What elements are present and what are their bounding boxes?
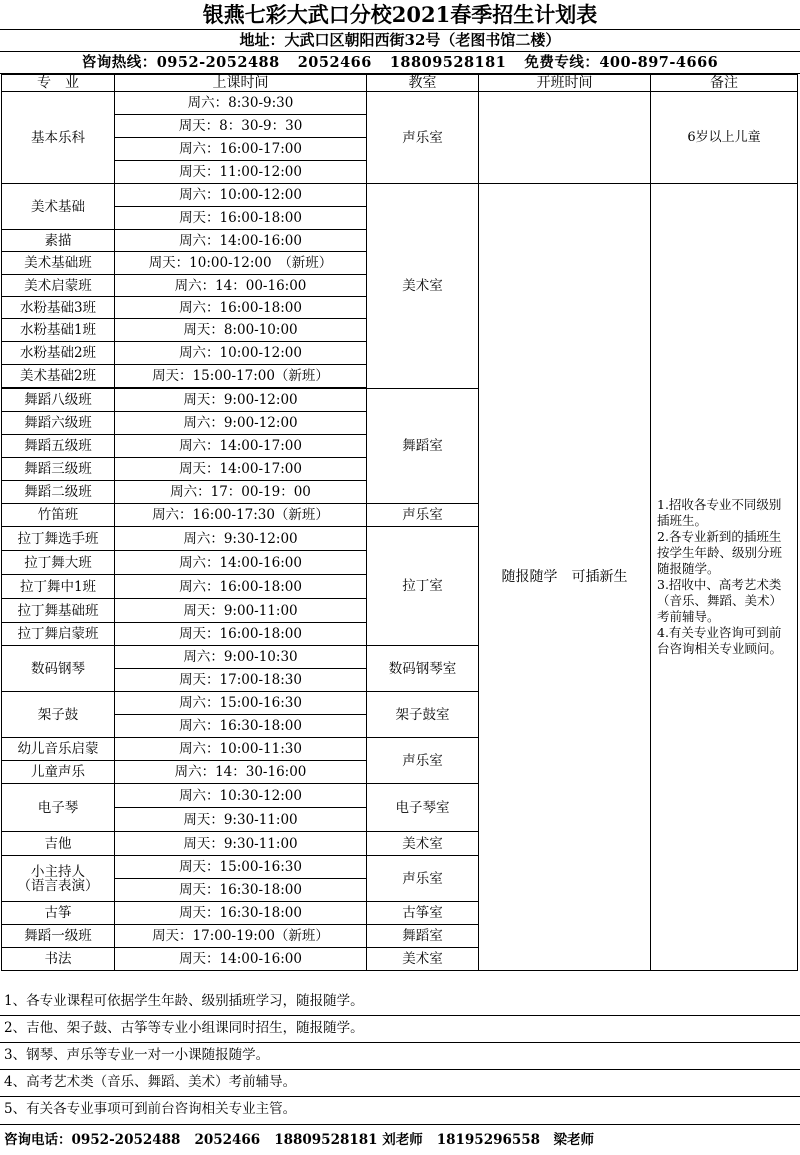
time-cell: 周天：8:00-10:00 [115, 319, 367, 342]
time-cell: 周天：16:30-18:00 [115, 879, 367, 902]
time-cell: 周六：9:00-10:30 [115, 646, 367, 669]
subject-cell: 拉丁舞启蒙班 [2, 623, 115, 646]
footnote-5: 5、有关各专业事项可到前台咨询相关专业主管。 [4, 1101, 297, 1117]
subject-host: 小主持人 [31, 863, 85, 880]
divider [0, 1069, 800, 1070]
time-cell: 周天：17:00-19:00（新班） [115, 925, 367, 948]
subject-cell: 美术基础班 [2, 252, 115, 275]
room-cell: 美术室 [367, 832, 479, 856]
contact-label: 咨询电话：0952-2052488 [4, 1132, 181, 1148]
room-cell: 架子鼓室 [367, 692, 479, 738]
hotline-line [0, 52, 800, 74]
remark-note-4: 4.有关专业咨询可到前台咨询相关专业顾问。 [657, 625, 783, 656]
time-cell: 周六：14:00-16:00 [115, 551, 367, 575]
time-cell: 周六：10:00-12:00 [115, 342, 367, 365]
free-line: 免费专线：400-897-4666 [524, 54, 719, 71]
subject-cell: 美术基础 [2, 184, 115, 230]
room-cell: 古筝室 [367, 902, 479, 925]
table-row [2, 92, 798, 115]
footnote-4: 4、高考艺术类（音乐、舞蹈、美术）考前辅导。 [4, 1074, 297, 1090]
time-cell: 周六：16:00-18:00 [115, 575, 367, 599]
time-cell: 周天：16:30-18:00 [115, 902, 367, 925]
address-line: 地址：大武口区朝阳西街32号（老图书馆二楼） [0, 30, 800, 52]
footnote-3: 3、钢琴、声乐等专业一对一小课随报随学。 [4, 1047, 270, 1063]
room-cell: 拉丁室 [367, 527, 479, 646]
schedule-table [1, 74, 798, 971]
time-cell: 周六：14:00-16:00 [115, 230, 367, 252]
time-cell: 周天：14:00-17:00 [115, 458, 367, 481]
hotline-label: 咨询热线：0952-2052488 [81, 54, 280, 71]
time-cell: 周天：9:30-11:00 [115, 832, 367, 856]
table-header-row [2, 75, 798, 92]
time-cell: 周天：15:00-16:30 [115, 856, 367, 879]
divider [0, 1042, 800, 1043]
room-cell: 舞蹈室 [367, 389, 479, 504]
room-cell: 声乐室 [367, 856, 479, 902]
time-cell: 周六：8:30-9:30 [115, 92, 367, 115]
time-cell: 周六：16:00-17:30（新班） [115, 504, 367, 527]
subject-cell: 舞蹈八级班 [2, 389, 115, 412]
time-cell: 周六：15:00-16:30 [115, 692, 367, 715]
contact-phone-4: 18195296558 梁老师 [436, 1132, 595, 1148]
time-cell: 周六：9:00-12:00 [115, 412, 367, 435]
subject-cell: 舞蹈三级班 [2, 458, 115, 481]
room-cell: 声乐室 [367, 504, 479, 527]
time-cell: 周天：9:00-12:00 [115, 389, 367, 412]
subject-cell: 吉他 [2, 832, 115, 856]
subject-cell: 古筝 [2, 902, 115, 925]
time-cell: 周六：10:30-12:00 [115, 784, 367, 808]
time-cell: 周六：14：00-16:00 [115, 275, 367, 297]
time-cell: 周六：14:00-17:00 [115, 435, 367, 458]
time-cell: 周天：15:00-17:00（新班） [115, 365, 367, 388]
room-cell: 电子琴室 [367, 784, 479, 832]
subject-cell: 舞蹈五级班 [2, 435, 115, 458]
col-header-open: 开班时间 [479, 75, 651, 92]
subject-cell: 拉丁舞中1班 [2, 575, 115, 599]
subject-cell: 拉丁舞大班 [2, 551, 115, 575]
subject-cell [2, 856, 115, 902]
subject-cell: 幼儿音乐启蒙 [2, 738, 115, 761]
remark-notes [651, 184, 798, 971]
time-cell: 周天：14:00-16:00 [115, 948, 367, 971]
subject-host-sub: （语言表演） [17, 877, 99, 894]
contact-line [4, 1127, 594, 1153]
divider [0, 1096, 800, 1097]
time-cell: 周天：11:00-12:00 [115, 161, 367, 184]
room-cell: 舞蹈室 [367, 925, 479, 948]
hotline-phone-2: 2052466 [297, 54, 372, 71]
time-cell: 周天：9:00-11:00 [115, 599, 367, 623]
subject-cell: 拉丁舞基础班 [2, 599, 115, 623]
subject-cell: 水粉基础2班 [2, 342, 115, 365]
subject-cell: 水粉基础3班 [2, 297, 115, 319]
time-cell: 周六：14：30-16:00 [115, 761, 367, 784]
time-cell: 周天：17:00-18:30 [115, 669, 367, 692]
time-cell: 周六：16:00-18:00 [115, 297, 367, 319]
col-header-remark: 备注 [651, 75, 798, 92]
subject-cell: 水粉基础1班 [2, 319, 115, 342]
subject-cell: 拉丁舞选手班 [2, 527, 115, 551]
subject-cell: 舞蹈六级班 [2, 412, 115, 435]
time-cell: 周六：10:00-12:00 [115, 184, 367, 207]
subject-cell: 儿童声乐 [2, 761, 115, 784]
time-cell: 周六：17：00-19：00 [115, 481, 367, 504]
subject-cell: 架子鼓 [2, 692, 115, 738]
subject-cell: 电子琴 [2, 784, 115, 832]
remark-note-1: 1.招收各专业不同级别插班生。 [657, 497, 782, 528]
time-cell: 周六：10:00-11:30 [115, 738, 367, 761]
subject-cell: 美术启蒙班 [2, 275, 115, 297]
subject-cell: 舞蹈一级班 [2, 925, 115, 948]
time-cell: 周天：16:00-18:00 [115, 207, 367, 230]
subject-cell: 舞蹈二级班 [2, 481, 115, 504]
page-title: 银燕七彩大武口分校2021春季招生计划表 [0, 0, 800, 30]
footnote-2: 2、吉他、架子鼓、古筝等专业小组课同时招生，随报随学。 [4, 1020, 364, 1036]
time-cell: 周六：16:30-18:00 [115, 715, 367, 738]
time-cell: 周天：9:30-11:00 [115, 808, 367, 832]
room-cell: 数码钢琴室 [367, 646, 479, 692]
open-time-cell: 随报随学 可插新生 [479, 184, 651, 971]
room-cell: 声乐室 [367, 738, 479, 784]
contact-phone-2: 2052466 [194, 1132, 261, 1148]
time-cell: 周六：16:00-17:00 [115, 138, 367, 161]
time-cell: 周天：8：30-9：30 [115, 115, 367, 138]
col-header-time: 上课时间 [115, 75, 367, 92]
subject-cell: 书法 [2, 948, 115, 971]
time-cell: 周天：16:00-18:00 [115, 623, 367, 646]
table-row [2, 184, 798, 207]
open-cell-blank [479, 92, 651, 184]
subject-cell: 素描 [2, 230, 115, 252]
remark-note-3: 3.招收中、高考艺术类（音乐、舞蹈、美术）考前辅导。 [657, 577, 783, 624]
divider [0, 1015, 800, 1016]
subject-cell: 基本乐科 [2, 92, 115, 184]
subject-cell: 竹笛班 [2, 504, 115, 527]
room-cell: 美术室 [367, 184, 479, 389]
footnote-1: 1、各专业课程可依据学生年龄、级别插班学习，随报随学。 [4, 993, 364, 1009]
col-header-subject: 专 业 [2, 75, 115, 92]
time-cell: 周天：10:00-12:00 （新班） [115, 252, 367, 275]
subject-cell: 数码钢琴 [2, 646, 115, 692]
room-cell: 声乐室 [367, 92, 479, 184]
hotline-phone-3: 18809528181 [389, 54, 507, 71]
time-cell: 周六：9:30-12:00 [115, 527, 367, 551]
col-header-room: 教室 [367, 75, 479, 92]
contact-phone-3: 18809528181 刘老师 [274, 1132, 423, 1148]
remark-age: 6岁以上儿童 [651, 92, 798, 184]
remark-note-2: 2.各专业新到的插班生按学生年龄、级别分班随报随学。 [657, 529, 783, 576]
divider [0, 1124, 800, 1125]
room-cell: 美术室 [367, 948, 479, 971]
subject-cell: 美术基础2班 [2, 365, 115, 388]
